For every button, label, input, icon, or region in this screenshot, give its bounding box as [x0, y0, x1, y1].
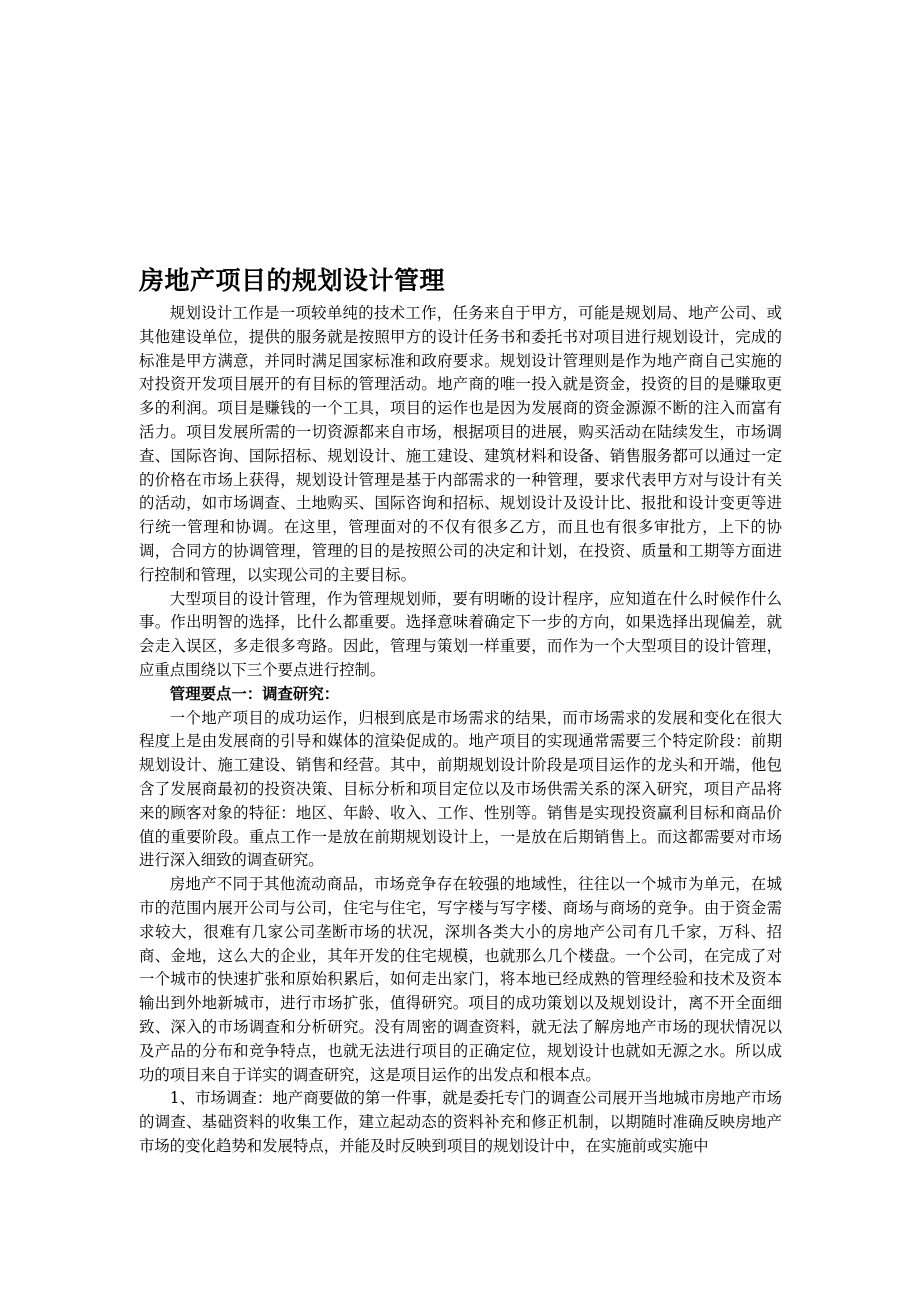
document-page	[139, 266, 782, 1159]
paragraph: 大型项目的设计管理，作为管理规划师，要有明晰的设计程序，应知道在什么时候作什么事。作出明智的选择，比什么都重要。选择意味着确定下一步的方向，如果选择出现偏差，就会走入误区，多走很多弯路。因此，管理与策划一样重要，而作为一个大型项目的设计管理，应重点围绕以下三个要点进行控制。	[139, 589, 782, 679]
section-heading: 管理要点一：调查研究：	[169, 684, 340, 703]
document-title: 房地产项目的规划设计管理	[139, 266, 446, 295]
paragraph: 规划设计工作是一项较单纯的技术工作，任务来自于甲方，可能是规划局、地产公司、或其他建设单位，提供的服务就是按照甲方的设计任务书和委托书对项目进行规划设计，完成的标准是甲方满意，并同时满足国家标准和政府要求。规划设计管理则是作为地产商自己实施的对投资开发项目展开的有目标的管理活动。地产商的唯一投入就是资金，投资的目的是赚取更多的利润。项目是赚钱的一个工具，项目的运作也是因为发展商的资金源源不断的注入而富有活力。项目发展所需的一切资源都来自市场，根据项目的进展，购买活动在陆续发生，市场调查、国际咨询、国际招标、规划设计、施工建设、建筑材料和设备、销售服务都可以通过一定的价格在市场上获得，规划设计管理是基于内部需求的一种管理，要求代表甲方对与设计有关的活动，如市场调查、土地购买、国际咨询和招标、规划设计及设计比、报批和设计变更等进行统一管理和协调。在这里，管理面对的不仅有很多乙方，而且也有很多审批方，上下的协调，合同方的协调管理，管理的目的是按照公司的决定和计划，在投资、质量和工期等方面进行控制和管理，以实现公司的主要目标。	[139, 304, 782, 584]
paragraph: 一个地产项目的成功运作，归根到底是市场需求的结果，而市场需求的发展和变化在很大程度上是由发展商的引导和媒体的渲染促成的。地产项目的实现通常需要三个特定阶段：前期规划设计、施工建设、销售和经营。其中，前期规划设计阶段是项目运作的龙头和开端，他包含了发展商最初的投资决策、目标分析和项目定位以及市场供需关系的深入研究，项目产品将来的顾客对象的特征：地区、年龄、收入、工作、性别等。销售是实现投资赢利目标和商品价值的重要阶段。重点工作一是放在前期规划设计上，一是放在后期销售上。而这都需要对市场进行深入细致的调查研究。	[139, 708, 782, 870]
paragraph: 1、市场调查：地产商要做的第一件事，就是委托专门的调查公司展开当地城市房地产市场的调查、基础资料的收集工作，建立起动态的资料补充和修正机制，以期随时准确反映房地产市场的变化趋势和发展特点，并能及时反映到项目的规划设计中，在实施前或实施中	[139, 1089, 782, 1155]
paragraph: 房地产不同于其他流动商品，市场竞争存在较强的地域性，往往以一个城市为单元，在城市的范围内展开公司与公司，住宅与住宅，写字楼与写字楼、商场与商场的竞争。由于资金需求较大，很难有几家公司垄断市场的状况，深圳各类大小的房地产公司有几千家，万科、招商、金地，这么大的企业，其年开发的住宅规模，也就那么几个楼盘。一个公司，在完成了对一个城市的快速扩张和原始积累后，如何走出家门，将本地已经成熟的管理经验和技术及资本输出到外地新城市，进行市场扩张，值得研究。项目的成功策划以及规划设计，离不开全面细致、深入的市场调查和分析研究。没有周密的调查资料，就无法了解房地产市场的现状情况以及产品的分布和竞争特点，也就无法进行项目的正确定位，规划设计也就如无源之水。所以成功的项目来自于详实的调查研究，这是项目运作的出发点和根本点。	[139, 875, 782, 1084]
